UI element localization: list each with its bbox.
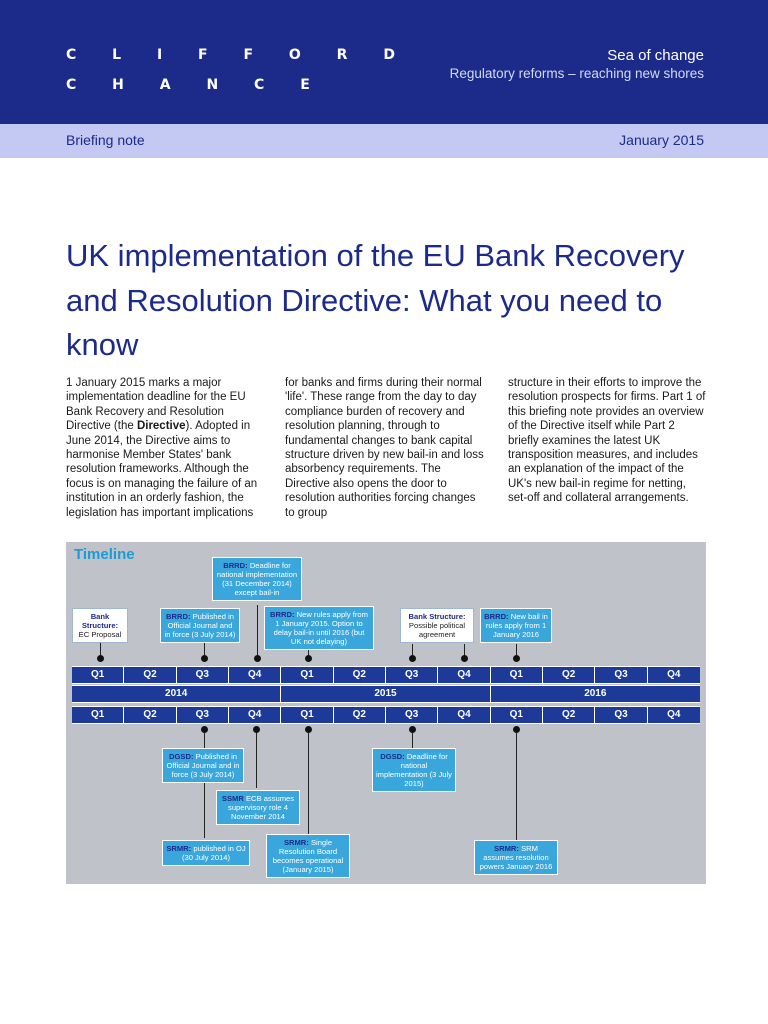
- timeline-figure: [66, 542, 706, 884]
- defined-term: Directive: [136, 420, 186, 433]
- connector-line: [204, 774, 205, 838]
- timeline-marker: [513, 726, 520, 733]
- quarter-cell: Q2: [124, 667, 176, 683]
- document-date: January 2015: [619, 132, 704, 148]
- body-column-1: [66, 376, 266, 520]
- event-label: SRMR:: [166, 844, 192, 853]
- quarter-cell: Q2: [543, 667, 595, 683]
- timeline-event: [400, 608, 474, 643]
- page-title: UK implementation of the EU Bank Recovery and Resolution Directive: What you need to know: [66, 238, 685, 362]
- quarter-cell: Q4: [667, 709, 681, 720]
- quarter-cell: Q2: [543, 707, 595, 723]
- timeline-marker: [254, 655, 261, 662]
- quarter-cell: Q4: [438, 707, 490, 723]
- event-text: SRM assumes resolution powers January 2016: [479, 844, 553, 871]
- quarter-cell: Q3: [386, 667, 438, 683]
- timeline-event: [480, 608, 552, 643]
- tagline-subtitle: Regulatory reforms – reaching new shores: [449, 66, 704, 81]
- event-label: DGSD:: [169, 752, 194, 761]
- timeline-marker: [305, 655, 312, 662]
- event-label: BRRD:: [223, 561, 248, 570]
- event-label: SRMR:: [283, 838, 309, 847]
- header-banner: [0, 0, 768, 124]
- connector-line: [516, 728, 517, 840]
- event-text: EC Proposal: [78, 630, 122, 639]
- logo-line-1: C L I F F O R D: [66, 47, 411, 63]
- series-tagline: [450, 46, 704, 82]
- connector-line: [256, 728, 257, 788]
- quarter-cell: Q2: [124, 707, 176, 723]
- year-cell: 2016: [584, 688, 607, 699]
- timeline-event: [266, 834, 350, 878]
- timeline-event: [162, 840, 250, 866]
- timeline-event: [264, 606, 374, 650]
- event-text: Deadline for national implementation (31 December 2014) except bail-in: [216, 561, 298, 597]
- quarter-cell: Q2: [334, 667, 386, 683]
- event-text: Published in Official Journal and in force (3 July 2014): [164, 612, 236, 639]
- quarter-cell: Q3: [595, 667, 647, 683]
- timeline-heading: Timeline: [74, 546, 135, 563]
- event-text: Published in Official Journal and in force (3 July 2014): [166, 752, 240, 779]
- body-text: ). Adopted in June 2014, the Directive aims to harmonise Member States' bank resolution frameworks. Although the focus is on managing the failure of an institution in an orderly fashion, the legislation has important implications: [66, 420, 258, 519]
- event-label: BRRD:: [270, 610, 295, 619]
- sub-banner: [0, 124, 768, 158]
- timeline-marker: [409, 726, 416, 733]
- tagline-title: Sea of change: [607, 47, 704, 64]
- connector-line: [257, 605, 258, 657]
- year-cell: 2015: [281, 686, 490, 702]
- quarter-cell: Q4: [229, 707, 281, 723]
- body-text: 1 January 2015 marks a major implementation deadline for the EU Bank Recovery and Resolution Directive (the: [66, 377, 246, 433]
- connector-line: [308, 728, 309, 836]
- event-text: ECB assumes supervisory role 4 November 2014: [228, 794, 295, 821]
- document-type: Briefing note: [66, 132, 145, 148]
- quarter-cell: Q3: [595, 707, 647, 723]
- quarter-cell: Q1: [281, 707, 333, 723]
- quarter-cell: Q2: [334, 707, 386, 723]
- event-label: SRMR:: [494, 844, 519, 853]
- quarter-cell: Q4: [229, 667, 281, 683]
- timeline-event: [216, 790, 300, 825]
- timeline-marker: [201, 726, 208, 733]
- timeline-marker: [513, 655, 520, 662]
- timeline-marker: [253, 726, 260, 733]
- quarter-bar-top: [72, 666, 700, 684]
- body-column-3: structure in their efforts to improve the resolution prospects for firms. Part 1 of this briefing note provides an overview of the Directive itself while Part 2 briefly examines the latest UK transposition measures, and includes an explanation of the impact of the UK's new bail-in regime for netting, set-off and collateral arrangements.: [508, 377, 706, 505]
- timeline-event: [72, 608, 128, 643]
- body-column-2: for banks and firms during their normal 'life'. These range from the day to day compliance burden of recovery and resolution planning, through to fundamental changes to bank capital structure driven by new bail-in and loss absorbency requirements. The Directive also opens the door to resolution authorities forcing changes to group: [285, 377, 484, 519]
- year-cell: 2014: [72, 686, 281, 702]
- clifford-chance-logo: [66, 40, 410, 100]
- quarter-cell: Q1: [491, 667, 543, 683]
- event-text: New rules apply from 1 January 2015. Option to delay bail-in until 2016 (but UK not delaying): [273, 610, 368, 646]
- event-label: SSMR: [221, 794, 244, 803]
- timeline-marker: [97, 655, 104, 662]
- year-bar: [72, 685, 700, 703]
- event-text: New bail in rules apply from 1 January 2016: [485, 612, 548, 639]
- timeline-event: [474, 840, 558, 875]
- event-text: Deadline for national implementation (3 July 2015): [376, 752, 452, 788]
- event-label: BRRD:: [484, 612, 509, 621]
- timeline-event: [372, 748, 456, 792]
- event-label: DGSD:: [380, 752, 405, 761]
- timeline-marker: [461, 655, 468, 662]
- timeline-event: [212, 557, 302, 601]
- event-text: Single Resolution Board becomes operational (January 2015): [272, 838, 344, 874]
- timeline-marker: [409, 655, 416, 662]
- quarter-bar-bottom: [72, 706, 700, 724]
- quarter-cell: Q1: [72, 707, 124, 723]
- quarter-cell: Q3: [177, 667, 229, 683]
- quarter-cell: Q4: [438, 667, 490, 683]
- quarter-cell: Q1: [72, 667, 124, 683]
- quarter-cell: Q1: [491, 707, 543, 723]
- quarter-cell: Q1: [281, 667, 333, 683]
- timeline-event: [162, 748, 244, 783]
- quarter-cell: Q3: [177, 707, 229, 723]
- timeline-marker: [201, 655, 208, 662]
- quarter-cell: Q4: [667, 669, 681, 680]
- timeline-event: [160, 608, 240, 643]
- event-label: Bank Structure:: [408, 612, 466, 621]
- logo-line-2: C H A N C E: [66, 77, 326, 93]
- event-text: Possible political agreement: [408, 621, 466, 639]
- timeline-marker: [305, 726, 312, 733]
- event-text: published in OJ (30 July 2014): [181, 844, 246, 862]
- event-label: BRRD:: [166, 612, 191, 621]
- quarter-cell: Q3: [386, 707, 438, 723]
- event-label: Bank Structure:: [81, 612, 119, 630]
